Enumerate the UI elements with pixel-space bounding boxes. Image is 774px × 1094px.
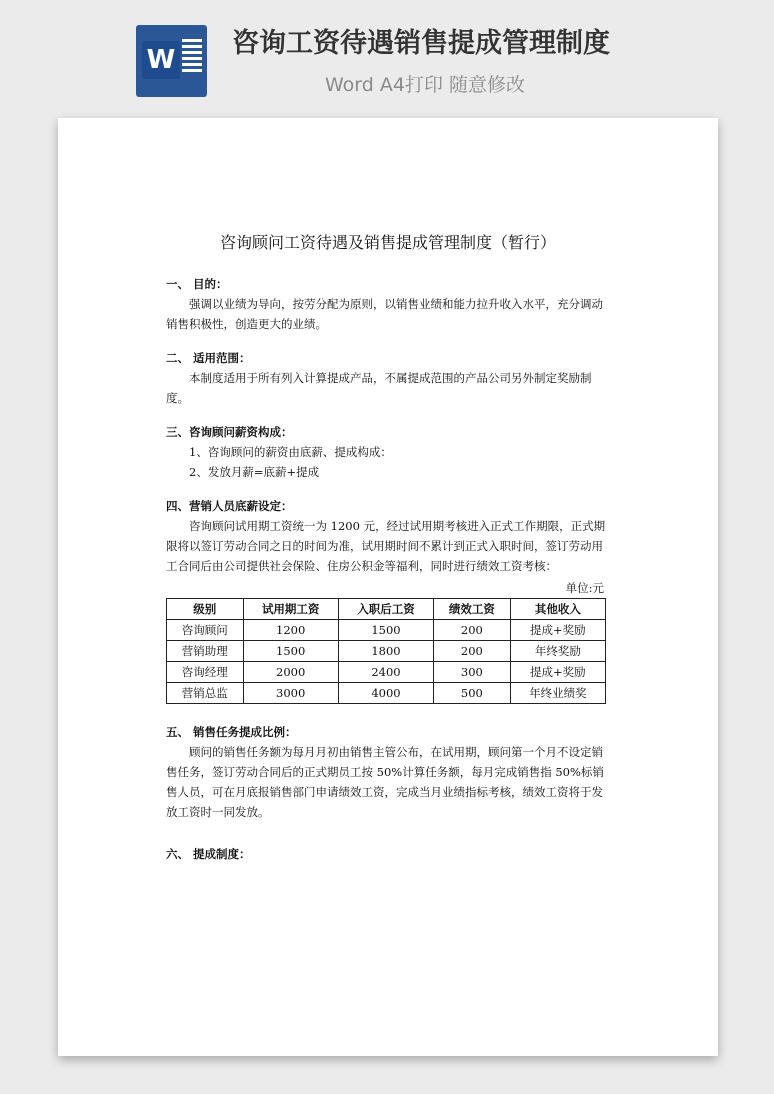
document-page — [58, 118, 718, 1056]
banner-title: 咨询工资待遇销售提成管理制度 — [232, 28, 610, 59]
section-1-heading: 一、 目的： — [166, 277, 228, 291]
table-cell: 营销助理 — [167, 641, 244, 662]
table-cell: 200 — [434, 620, 511, 641]
table-header: 入职后工资 — [338, 599, 433, 620]
table-row — [167, 662, 606, 683]
table-cell: 提成+奖励 — [510, 662, 605, 683]
word-letter: W — [142, 41, 180, 79]
section-5-body: 顾问的销售任务额为每月月初由销售主管公布，在试用期，顾问第一个月不设定销售任务，签订劳动合同后的正式期员工按 50%计算任务额，每月完成销售指 50%标销售人员，可在月底报销售部门申请绩效工资，完成当月业绩指标考核，绩效工资将于发放工资时一同发放。 — [166, 745, 604, 819]
table-row — [167, 641, 606, 662]
section-3-heading: 三、咨询顾问薪资构成： — [166, 425, 293, 439]
table-cell: 300 — [434, 662, 511, 683]
table-row — [167, 683, 606, 704]
table-header: 级别 — [167, 599, 244, 620]
table-cell: 4000 — [338, 683, 433, 704]
section-4-heading: 四、营销人员底薪设定： — [166, 499, 293, 513]
table-cell: 1500 — [338, 620, 433, 641]
table-cell: 200 — [434, 641, 511, 662]
salary-table — [166, 598, 606, 704]
doc-lines-icon — [182, 39, 202, 75]
section-3-item: 1、咨询顾问的薪资由底薪、提成构成： — [189, 445, 392, 459]
word-doc-icon — [136, 25, 207, 97]
table-cell: 1200 — [243, 620, 338, 641]
table-cell: 营销总监 — [167, 683, 244, 704]
document-body — [166, 274, 606, 864]
table-row — [167, 620, 606, 641]
table-cell: 年终业绩奖 — [510, 683, 605, 704]
table-header: 试用期工资 — [243, 599, 338, 620]
document-title: 咨询顾问工资待遇及销售提成管理制度（暂行） — [219, 233, 556, 252]
section-4-body: 咨询顾问试用期工资统一为 1200 元，经过试用期考核进入正式工作期限，正式期限将以签订劳动合同之日的时间为准，试用期时间不累计到正式入职时间，签订劳动用工合同后由公司提供社会保险、住房公积金等福利，同时进行绩效工资考核： — [166, 519, 606, 573]
banner — [0, 0, 774, 110]
table-header: 绩效工资 — [434, 599, 511, 620]
table-header: 其他收入 — [510, 599, 605, 620]
table-header-row — [167, 599, 606, 620]
table-cell: 2400 — [338, 662, 433, 683]
table-cell: 2000 — [243, 662, 338, 683]
unit-label: 单位:元 — [565, 581, 604, 595]
table-cell: 提成+奖励 — [510, 620, 605, 641]
table-cell: 500 — [434, 683, 511, 704]
table-cell: 3000 — [243, 683, 338, 704]
table-cell: 咨询顾问 — [167, 620, 244, 641]
section-2-heading: 二、 适用范围： — [166, 351, 251, 365]
section-3-item: 2、发放月薪=底薪+提成 — [189, 465, 320, 479]
table-cell: 1500 — [243, 641, 338, 662]
section-6-heading: 六、 提成制度： — [166, 847, 251, 861]
table-cell: 年终奖励 — [510, 641, 605, 662]
section-5-heading: 五、 销售任务提成比例： — [166, 725, 297, 739]
table-cell: 1800 — [338, 641, 433, 662]
banner-subtitle: Word A4打印 随意修改 — [325, 74, 526, 96]
section-1-body: 强调以业绩为导向，按劳分配为原则，以销售业绩和能力拉升收入水平，充分调动销售积极性，创造更大的业绩。 — [166, 297, 603, 331]
section-2-body: 本制度适用于所有列入计算提成产品，不属提成范围的产品公司另外制定奖励制度。 — [166, 371, 592, 405]
table-cell: 咨询经理 — [167, 662, 244, 683]
